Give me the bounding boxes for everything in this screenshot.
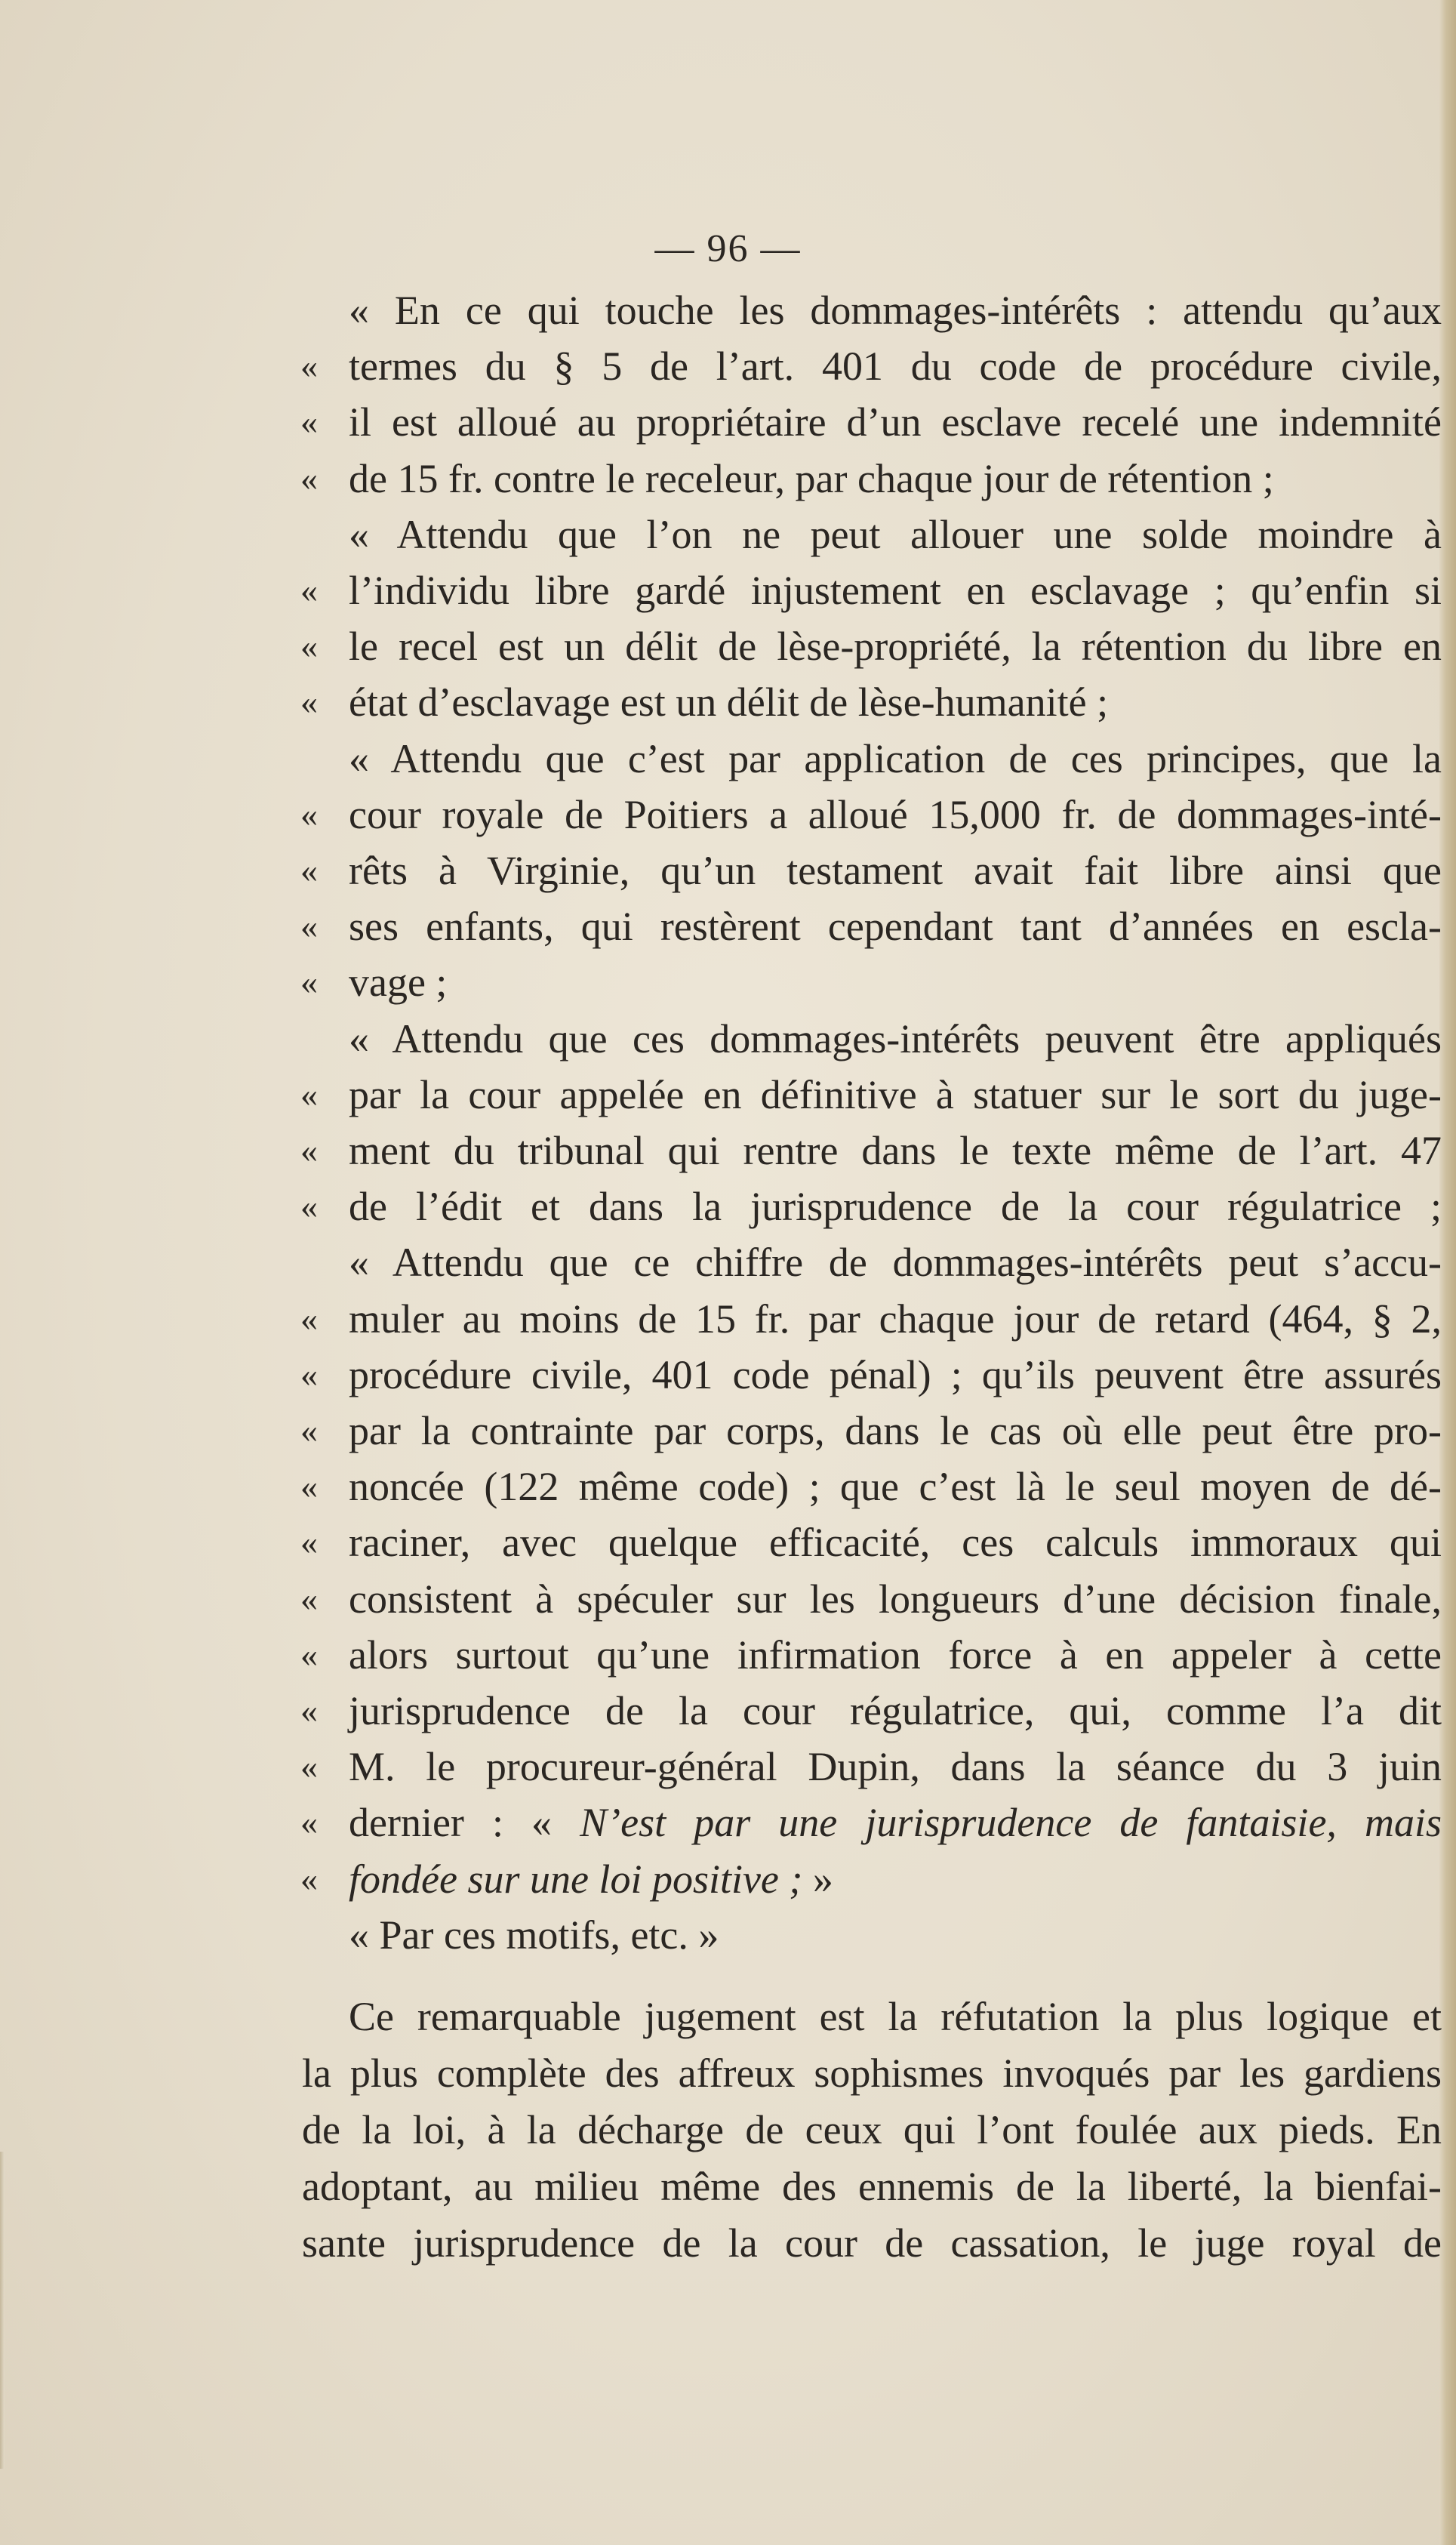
quote-line-italic: N’est par une jurisprudence de fantaisie, mais: [580, 1800, 1442, 1846]
quote-line: [0, 339, 1456, 393]
quote-line-text: jurisprudence de la cour régulatrice, qui, comme l’a dit: [349, 1688, 1442, 1733]
quote-line: [0, 1348, 1456, 1402]
quote-line: [0, 1123, 1456, 1178]
quote-mark: «: [300, 682, 318, 722]
quote-line: [0, 1292, 1456, 1346]
quote-line: [0, 395, 1456, 449]
quote-line-text: le recel est un délit de lèse-propriété, la rétention du libre en: [349, 624, 1442, 670]
quote-line: [0, 1459, 1456, 1514]
paragraph-line: [0, 2103, 1456, 2157]
quote-line-plain: dernier : «: [349, 1800, 580, 1846]
quote-line-text: termes du § 5 de l’art. 401 du code de procédure civile,: [349, 344, 1442, 390]
quote-line: [0, 1515, 1456, 1570]
quote-line-text: l’individu libre gardé injustement en esclavage ; qu’enfin si: [349, 568, 1442, 613]
quote-line-text: « Attendu que c’est par application de ces principes, que la: [349, 735, 1442, 781]
paragraph-line: [0, 2216, 1456, 2270]
quote-line-text: noncée (122 même code) ; que c’est là le seul moyen de dé-: [349, 1464, 1442, 1510]
quote-line: [0, 1179, 1456, 1234]
quote-line-text: [349, 1852, 833, 1906]
quote-line-text: ses enfants, qui restèrent cependant tant d’années en escla-: [349, 904, 1442, 950]
quote-mark: «: [300, 1467, 318, 1506]
quote-line: [0, 1739, 1456, 1794]
paragraph-line-text: de la loi, à la décharge de ceux qui l’ont foulée aux pieds. En: [302, 2107, 1442, 2152]
quote-line-text: « Attendu que l’on ne peut allouer une solde moindre à: [349, 511, 1442, 557]
quote-line-text: par la cour appelée en définitive à statuer sur le sort du juge-: [349, 1071, 1442, 1117]
quote-mark: «: [300, 1299, 318, 1338]
quote-mark: «: [300, 1523, 318, 1562]
paragraph-line-text: la plus complète des affreux sophismes invoqués par les gardiens: [302, 2050, 1442, 2096]
quote-line: [0, 1068, 1456, 1122]
quote-line: [0, 1908, 1456, 1962]
quote-line-text: consistent à spéculer sur les longueurs d’une décision finale,: [349, 1576, 1442, 1622]
quote-mark: «: [300, 627, 318, 666]
quote-mark: «: [300, 1411, 318, 1450]
quote-line-text: alors surtout qu’une infirmation force à en appeler à cette: [349, 1631, 1442, 1678]
quote-line: [0, 955, 1456, 1009]
quote-line-text: procédure civile, 401 code pénal) ; qu’ils peuvent être assurés: [349, 1351, 1442, 1397]
quote-line-italic: fondée sur une loi positive ;: [349, 1856, 803, 1902]
quote-line: [0, 1684, 1456, 1738]
quote-mark: «: [300, 458, 318, 498]
paragraph-line: [0, 1989, 1456, 2044]
quote-line: [0, 1235, 1456, 1289]
quote-line: [0, 507, 1456, 562]
quote-line-text: rêts à Virginie, qu’un testament avait fait libre ainsi que: [349, 848, 1442, 893]
quote-line: [0, 1012, 1456, 1066]
quote-mark: «: [300, 571, 318, 609]
quote-line-text: de 15 fr. contre le receleur, par chaque jour de rétention ;: [349, 455, 1274, 501]
quote-line: [0, 1852, 1456, 1906]
quote-line: [0, 1628, 1456, 1682]
quote-mark: «: [300, 794, 318, 833]
quote-mark: «: [300, 1859, 318, 1898]
quote-mark: «: [300, 1691, 318, 1730]
quote-mark: «: [300, 1803, 318, 1842]
quote-line: [0, 619, 1456, 673]
quote-line-text: « Attendu que ce chiffre de dommages-intérêts peut s’accu-: [349, 1240, 1442, 1286]
quote-line-text: « Attendu que ces dommages-intérêts peuvent être appliqués: [349, 1015, 1442, 1061]
quote-line-text: état d’esclavage est un délit de lèse-humanité ;: [349, 679, 1109, 726]
quote-line: [0, 1572, 1456, 1626]
quote-line: [0, 451, 1456, 506]
quote-mark: «: [300, 347, 318, 386]
quote-line-plain: »: [802, 1856, 833, 1902]
paragraph-line: [0, 2046, 1456, 2100]
quote-mark: «: [300, 1354, 318, 1394]
quote-line: [0, 675, 1456, 729]
quote-line-text: [349, 1795, 1442, 1850]
quote-line: [0, 787, 1456, 842]
page-number: — 96 —: [654, 227, 802, 270]
quote-mark: «: [300, 1074, 318, 1114]
quote-mark: «: [300, 1579, 318, 1618]
quote-mark: «: [300, 1131, 318, 1169]
quote-line-text: muler au moins de 15 fr. par chaque jour de retard (464, § 2,: [349, 1296, 1442, 1342]
paragraph-line-text: Ce remarquable jugement est la réfutation la plus logique et: [349, 1994, 1442, 2039]
paragraph-line-text: sante jurisprudence de la cour de cassation, le juge royal de: [302, 2220, 1442, 2266]
quote-line: [0, 563, 1456, 618]
quote-mark: «: [300, 963, 318, 1002]
quote-line: [0, 1403, 1456, 1458]
quote-line: [0, 843, 1456, 898]
quote-line-text: M. le procureur-général Dupin, dans la séance du 3 juin: [349, 1744, 1442, 1790]
quote-line-text: de l’édit et dans la jurisprudence de la cour régulatrice ;: [349, 1184, 1442, 1230]
quote-line: [0, 1795, 1456, 1850]
quote-line: [0, 283, 1456, 337]
quote-mark: «: [300, 402, 318, 442]
quote-line-text: « En ce qui touche les dommages-intérêts : attendu qu’aux: [349, 288, 1442, 333]
quote-mark: «: [300, 1635, 318, 1674]
paragraph-line-text: adoptant, au milieu même des ennemis de la liberté, la bienfai-: [302, 2164, 1442, 2209]
quote-line-text: vage ;: [349, 960, 448, 1006]
quote-mark: «: [300, 851, 318, 889]
quote-line-text: il est alloué au propriétaire d’un esclave recelé une indemnité: [349, 399, 1442, 445]
quote-mark: «: [300, 1187, 318, 1226]
quote-line-text: cour royale de Poitiers a alloué 15,000 fr. de dommages-inté-: [349, 791, 1442, 837]
quote-mark: «: [300, 907, 318, 946]
paragraph-line: [0, 2159, 1456, 2214]
quote-line: [0, 899, 1456, 954]
quote-line-text: raciner, avec quelque efficacité, ces calculs immoraux qui: [349, 1520, 1442, 1566]
quote-line: [0, 732, 1456, 786]
quote-line-text: par la contrainte par corps, dans le cas où elle peut être pro-: [349, 1408, 1442, 1453]
quote-mark: «: [300, 1747, 318, 1786]
quote-line-text: ment du tribunal qui rentre dans le texte même de l’art. 47: [349, 1128, 1442, 1173]
quote-line-text: « Par ces motifs, etc. »: [349, 1912, 719, 1958]
